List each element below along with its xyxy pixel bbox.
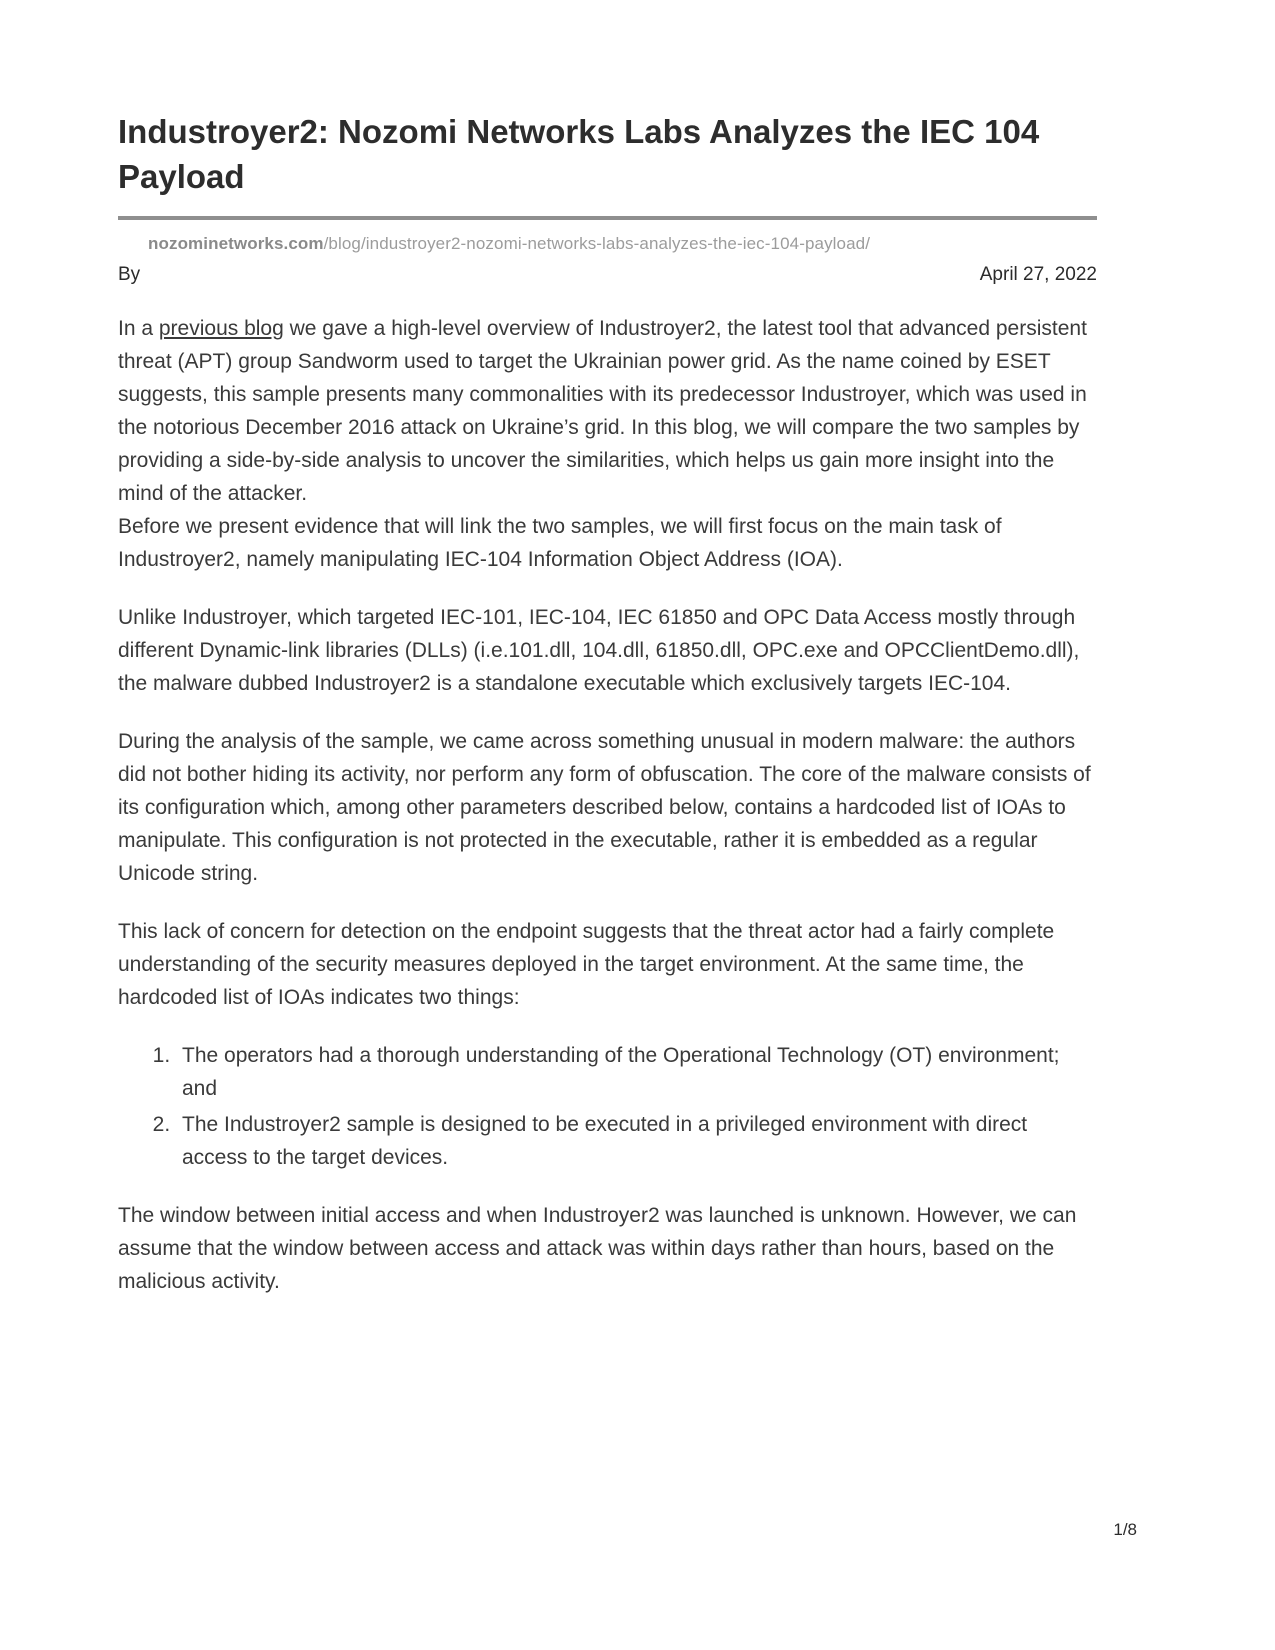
paragraph-4: This lack of concern for detection on the endpoint suggests that the threat actor had a fairly complete understanding of the security measures deployed in the target environment. At the same time, the hardcoded list of IOAs indicates two things: xyxy=(118,919,1055,1009)
paragraph-1-pre: In a xyxy=(118,316,159,340)
paragraph-1 xyxy=(118,312,1097,576)
list-item: 1. The operators had a thorough understanding of the Operational Technology (OT) environment; and xyxy=(176,1039,1097,1105)
paragraph-1-post: we gave a high-level overview of Industroyer2, the latest tool that advanced persistent threat (APT) group Sandworm used to target the Ukrainian power grid. As the name coined by ESET suggests, this sample presents many commonalities with its predecessor Industroyer, which was used in the notorious December 2016 attack on Ukraine’s grid. In this blog, we will compare the two samples by providing a side-by-side analysis to uncover the similarities, which helps us gain more insight into the mind of the attacker. xyxy=(118,316,1087,505)
paragraph-5: The window between initial access and when Industroyer2 was launched is unknown. However, we can assume that the window between access and attack was within days rather than hours, based on the malicious activity. xyxy=(118,1203,1077,1293)
byline-row xyxy=(118,264,1097,286)
source-url xyxy=(148,234,1097,254)
article-date: April 27, 2022 xyxy=(979,263,1097,285)
paragraph-3: During the analysis of the sample, we came across something unusual in modern malware: the authors did not bother hiding its activity, nor perform any form of obfuscation. The core of the malware consists of its configuration which, among other parameters described below, contains a hardcoded list of IOAs to manipulate. This configuration is not protected in the executable, rather it is embedded as a regular Unicode string. xyxy=(118,729,1091,885)
article-title: Industroyer2: Nozomi Networks Labs Analyzes the IEC 104 Payload xyxy=(118,113,1040,195)
paragraph-2: Unlike Industroyer, which targeted IEC-101, IEC-104, IEC 61850 and OPC Data Access mostly through different Dynamic-link libraries (DLLs) (i.e.101.dll, 104.dll, 61850.dll, OPC.exe and OPCClientDemo.dll), the malware dubbed Industroyer2 is a standalone executable which exclusively targets IEC-104. xyxy=(118,605,1080,695)
paragraph-1-main xyxy=(118,312,1097,510)
byline: By xyxy=(118,263,141,285)
paragraph-1-continuation: Before we present evidence that will link the two samples, we will first focus on the main task of Industroyer2, namely manipulating IEC-104 Information Object Address (IOA). xyxy=(118,514,1002,571)
numbered-list xyxy=(118,1039,1097,1174)
page-number: 1/8 xyxy=(1113,1520,1137,1539)
source-domain: nozominetworks.com xyxy=(148,233,324,253)
list-item: 2. The Industroyer2 sample is designed to be executed in a privileged environment with direct access to the target devices. xyxy=(176,1108,1097,1174)
title-divider xyxy=(118,216,1097,220)
previous-blog-link[interactable]: previous blog xyxy=(158,316,284,340)
source-path: /blog/industroyer2-nozomi-networks-labs-analyzes-the-iec-104-payload/ xyxy=(323,233,871,253)
